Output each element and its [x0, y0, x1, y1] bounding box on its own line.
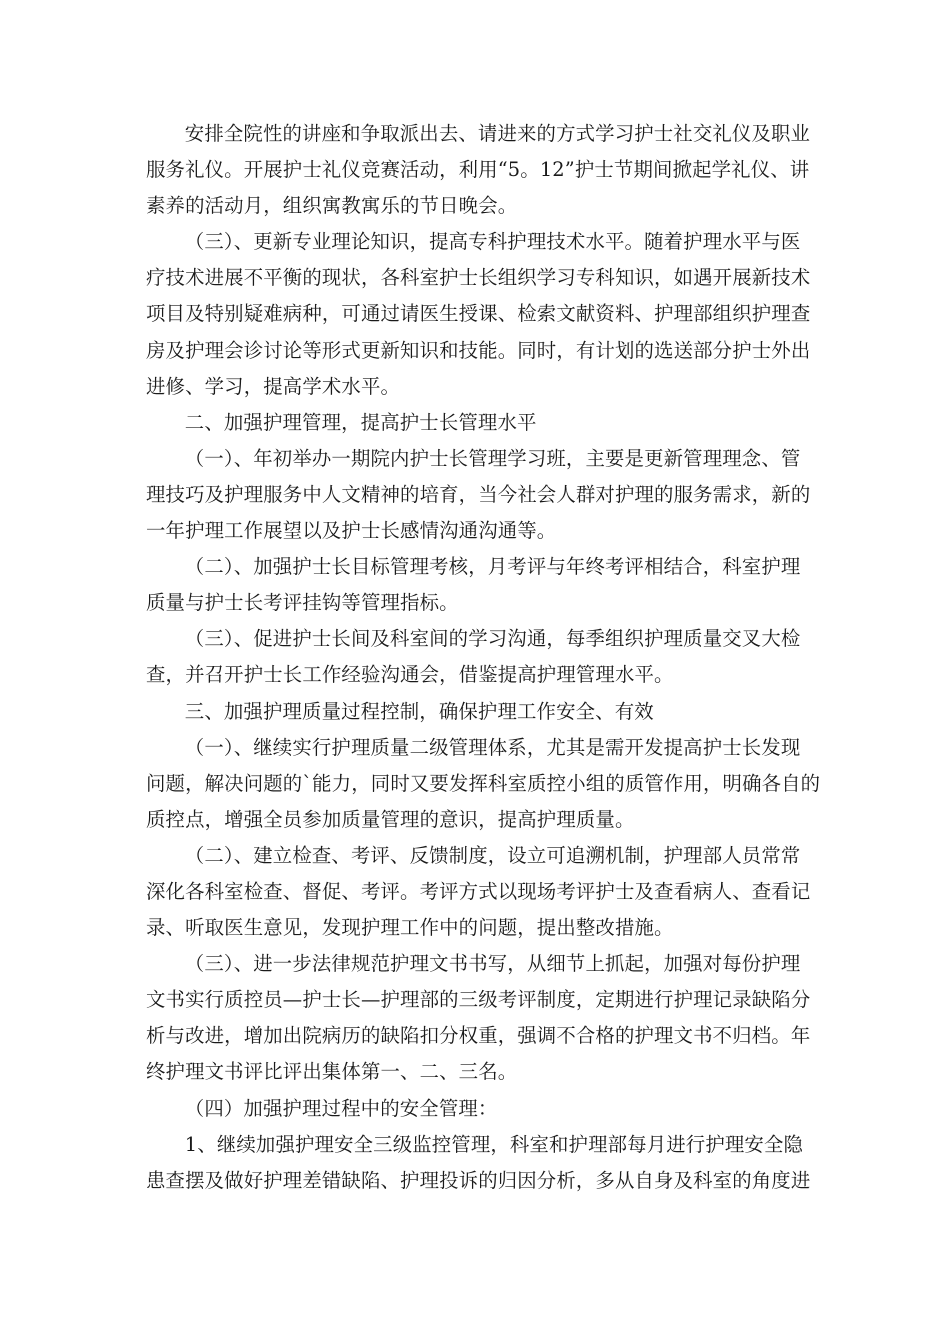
- text-line: （三）、进一步法律规范护理文书书写，从细节上抓起，加强对每份护理: [184, 952, 801, 976]
- text-line: （一）、继续实行护理质量二级管理体系，尤其是需开发提高护士长发现: [184, 735, 801, 759]
- paragraph-professional-knowledge: [146, 224, 811, 404]
- text-line: 1、继续加强护理安全三级监控管理，科室和护理部每月进行护理安全隐: [184, 1132, 804, 1156]
- text-line: 安排全院性的讲座和争取派出去、请进来的方式学习护士社交礼仪及职业: [184, 122, 811, 145]
- text-line: 房及护理会诊讨论等形式更新知识和技能。同时，有计划的选送部分护士外出: [146, 338, 811, 362]
- text-line: 质量与护士长考评挂钩等管理指标。: [146, 591, 459, 615]
- paragraph-head-nurse-training: [146, 441, 811, 549]
- paragraph-communication: [146, 621, 808, 693]
- text-line: 录、听取医生意见，发现护理工作中的问题，提出整改措施。: [146, 916, 674, 940]
- text-line: （三）、更新专业理论知识，提高专科护理技术水平。随着护理水平与医: [184, 230, 801, 254]
- text-line: 析与改进，增加出院病历的缺陷扣分权重，强调不合格的护理文书不归档。年: [146, 1024, 811, 1048]
- paragraph-etiquette-training: [146, 116, 811, 224]
- text-line: 终护理文书评比评出集体第一、二、三名。: [146, 1060, 518, 1084]
- section-heading-text: 二、加强护理管理，提高护士长管理水平: [184, 410, 537, 434]
- paragraph-target-assessment: [146, 549, 808, 621]
- text-line: 素养的活动月，组织寓教寓乐的节日晚会。: [146, 194, 518, 218]
- text-line: 问题，解决问题的`能力，同时又要发挥科室质控小组的质管作用，明确各自的: [146, 771, 821, 795]
- section-heading-3: [146, 694, 808, 730]
- text-line: 深化各科室检查、督促、考评。考评方式以现场考评护士及查看病人、查看记: [146, 879, 811, 903]
- text-line: 患查摆及做好护理差错缺陷、护理投诉的归因分析，多从自身及科室的角度进: [146, 1168, 811, 1192]
- text-line: （三）、促进护士长间及科室间的学习沟通，每季组织护理质量交叉大检: [184, 627, 801, 651]
- text-line: （二）、加强护士长目标管理考核，月考评与年终考评相结合，科室护理: [184, 555, 801, 579]
- text-line: 进修、学习，提高学术水平。: [146, 374, 401, 398]
- paragraph-inspection-system: [146, 838, 811, 946]
- section-heading-text: 三、加强护理质量过程控制，确保护理工作安全、有效: [184, 699, 654, 723]
- text-line: 质控点，增强全员参加质量管理的意识，提高护理质量。: [146, 807, 635, 831]
- text-line: 一年护理工作展望以及护士长感情沟通沟通等。: [146, 519, 557, 543]
- text-line: 服务礼仪。开展护士礼仪竞赛活动，利用“5。12”护士节期间掀起学礼仪、讲: [146, 158, 810, 182]
- text-line: （一）、年初举办一期院内护士长管理学习班，主要是更新管理理念、管: [184, 446, 801, 470]
- paragraph-quality-system: [146, 730, 821, 838]
- section-heading-2: [146, 405, 808, 441]
- text-line: （二）、建立检查、考评、反馈制度，设立可追溯机制，护理部人员常常: [184, 843, 801, 867]
- document-body: [146, 116, 821, 1199]
- subsection-heading-text: （四）加强护理过程中的安全管理：: [184, 1096, 498, 1120]
- subsection-heading-safety: [146, 1091, 808, 1127]
- paragraph-documentation: [146, 946, 811, 1090]
- paragraph-safety-monitoring: [146, 1127, 811, 1199]
- text-line: 理技巧及护理服务中人文精神的培育，当今社会人群对护理的服务需求，新的: [146, 482, 811, 506]
- text-line: 查，并召开护士长工作经验沟通会，借鉴提高护理管理水平。: [146, 663, 674, 687]
- text-line: 疗技术进展不平衡的现状，各科室护士长组织学习专科知识，如遇开展新技术: [146, 266, 811, 290]
- text-line: 文书实行质控员—护士长—护理部的三级考评制度，定期进行护理记录缺陷分: [146, 988, 811, 1012]
- text-line: 项目及特别疑难病种，可通过请医生授课、检索文献资料、护理部组织护理查: [146, 302, 811, 326]
